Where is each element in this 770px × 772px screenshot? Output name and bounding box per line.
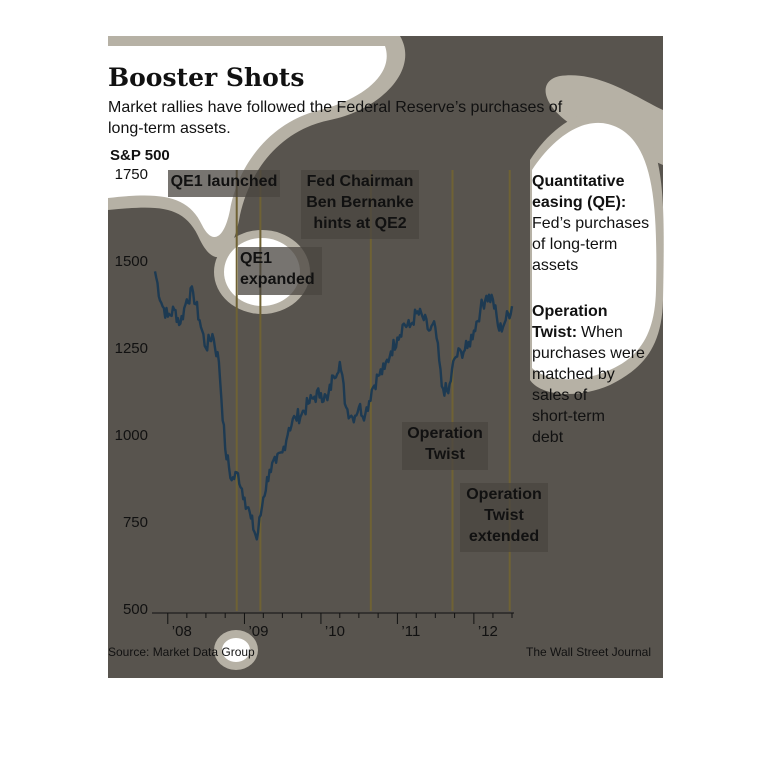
x-tick-label: ’10 — [324, 623, 345, 640]
event-label: expanded — [240, 271, 315, 288]
y-tick-label: 750 — [122, 514, 148, 531]
event-label: Twist — [425, 446, 465, 463]
legend-qe-text-3: assets — [532, 257, 579, 274]
event-label: Operation — [466, 486, 542, 503]
legend-qe-title-1: Quantitative — [532, 173, 625, 190]
legend-ot-title-1: Operation — [532, 303, 608, 320]
x-tick-label: ’08 — [171, 623, 192, 640]
legend-ot-text-6: debt — [532, 429, 564, 446]
y-tick-label: 1500 — [114, 253, 148, 270]
legend-qe-text-1: Fed’s purchases — [532, 215, 650, 232]
legend-qe-text-2: of long-term — [532, 236, 618, 253]
event-label: QE1 launched — [170, 173, 278, 190]
y-axis-label: S&P 500 — [110, 147, 170, 164]
legend-ot-text-3: matched by — [532, 366, 615, 383]
y-tick-label: 1750 — [114, 166, 148, 183]
y-tick-label: 1000 — [114, 427, 148, 444]
x-tick-label: ’09 — [248, 623, 269, 640]
x-tick-label: ’12 — [477, 623, 498, 640]
event-label: QE1 — [240, 250, 273, 267]
y-tick-label: 500 — [122, 601, 148, 618]
event-label: hints at QE2 — [313, 215, 407, 232]
y-tick-label: 1250 — [114, 340, 148, 357]
event-label: extended — [468, 528, 540, 545]
event-label: Ben Bernanke — [306, 194, 414, 211]
legend-ot-text-1: When — [581, 324, 623, 341]
credit-note: The Wall Street Journal — [526, 645, 651, 659]
legend-ot-text-4: sales of — [532, 387, 588, 404]
source-note: Source: Market Data Group — [108, 645, 255, 659]
chart-subtitle-line2: long-term assets. — [108, 120, 231, 137]
event-label: Fed Chairman — [306, 173, 414, 190]
legend-qe-title-2: easing (QE): — [532, 194, 627, 211]
event-label: Operation — [407, 425, 483, 442]
chart-title: Booster Shots — [108, 63, 305, 92]
legend-ot-text-2: purchases were — [532, 345, 645, 362]
legend-ot-title-2: Twist: — [532, 324, 578, 341]
event-label: Twist — [484, 507, 524, 524]
x-tick-label: ’11 — [401, 623, 421, 640]
chart-subtitle-line1: Market rallies have followed the Federal Reserve’s purchases of — [108, 99, 563, 116]
legend-ot-text-5: short-term — [532, 408, 605, 425]
